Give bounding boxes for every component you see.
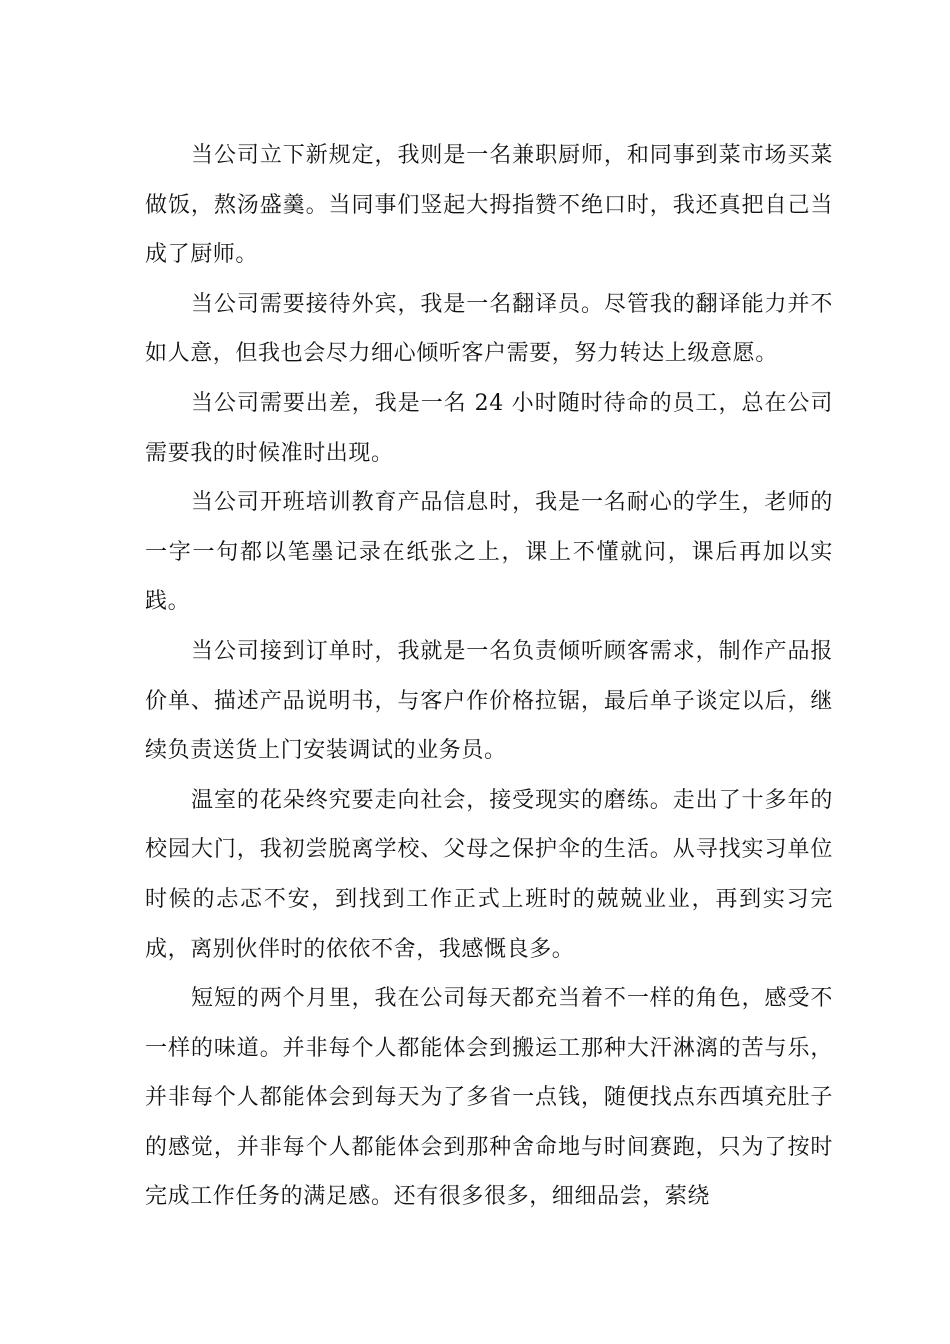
paragraph-3: 当公司需要出差，我是一名 24 小时随时待命的员工，总在公司需要我的时候准时出现。 [145, 390, 833, 466]
paragraph-7: 短短的两个月里，我在公司每天都充当着不一样的角色，感受不一样的味道。并非每个人都能体会到搬运工那种大汗淋漓的苦与乐，并非每个人都能体会到每天为了多省一点钱，随便找点东西填充肚子的感觉，并非每个人都能体会到那种舍命地与时间赛跑，只为了按时完成工作任务的满足感。还有很多很多，细细品尝，萦绕 [145, 986, 833, 1210]
paragraph-6: 温室的花朵终究要走向社会，接受现实的磨练。走出了十多年的校园大门，我初尝脱离学校、父母之保护伞的生活。从寻找实习单位时候的忐忑不安，到找到工作正式上班时的兢兢业业，再到实习完成，离别伙伴时的依依不舍，我感慨良多。 [145, 787, 833, 962]
document-body [145, 131, 833, 1222]
paragraph-5: 当公司接到订单时，我就是一名负责倾听顾客需求，制作产品报价单、描述产品说明书，与客户作价格拉锯，最后单子谈定以后，继续负责送货上门安装调试的业务员。 [145, 638, 833, 764]
paragraph-4: 当公司开班培训教育产品信息时，我是一名耐心的学生，老师的一字一句都以笔墨记录在纸张之上，课上不懂就问，课后再加以实践。 [145, 490, 833, 615]
paragraph-1: 当公司立下新规定，我则是一名兼职厨师，和同事到菜市场买菜做饭，熬汤盛羹。当同事们竖起大拇指赞不绝口时，我还真把自己当成了厨师。 [145, 143, 833, 268]
paragraph-2: 当公司需要接待外宾，我是一名翻译员。尽管我的翻译能力并不如人意，但我也会尽力细心倾听客户需要，努力转达上级意愿。 [145, 291, 833, 367]
